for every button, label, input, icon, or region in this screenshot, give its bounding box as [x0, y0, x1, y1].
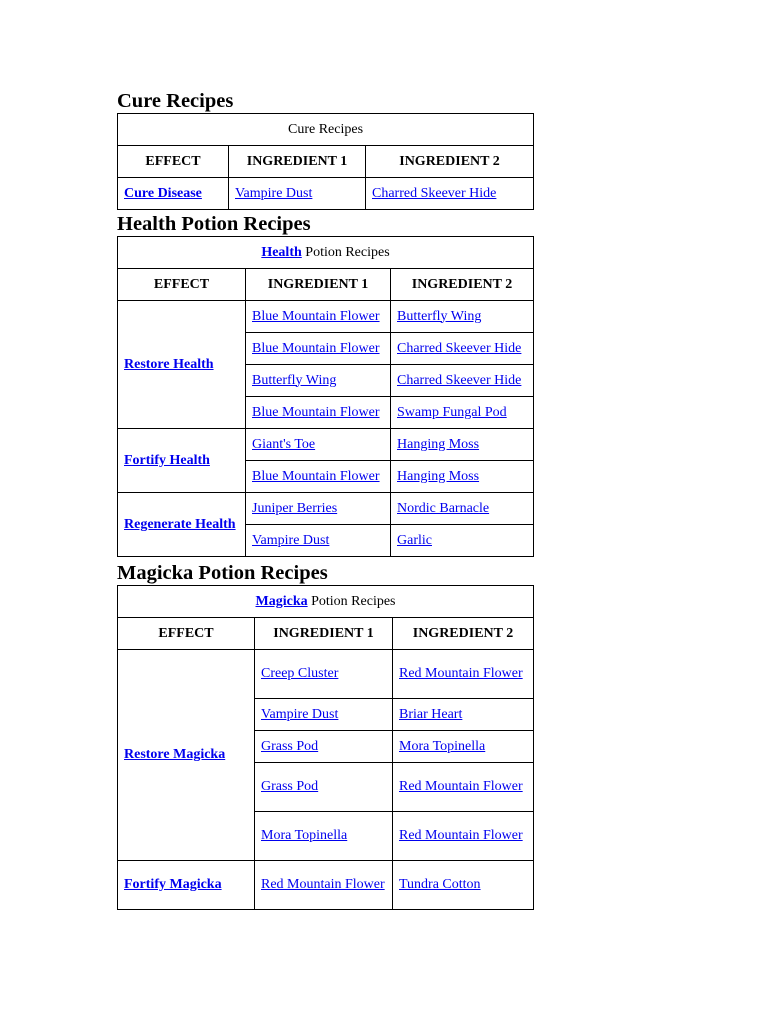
cure-table: [117, 113, 534, 210]
cure-section: [117, 89, 534, 210]
effect-link[interactable]: Restore Health: [124, 356, 214, 372]
magicka-table: [117, 585, 534, 910]
effect-link[interactable]: Fortify Health: [124, 452, 210, 468]
magicka-section: [117, 561, 534, 910]
effect-link[interactable]: Fortify Magicka: [124, 877, 222, 892]
ingredient-link[interactable]: Hanging Moss: [397, 468, 480, 484]
magicka-caption-link[interactable]: Magicka: [255, 593, 308, 609]
ingredient-link[interactable]: Red Mountain Flower: [399, 828, 523, 843]
header-ingredient-1: INGREDIENT 1: [229, 146, 366, 178]
ingredient-link[interactable]: Blue Mountain Flower: [252, 468, 380, 484]
effect-link[interactable]: Regenerate Health: [124, 516, 236, 532]
health-table: [117, 236, 534, 557]
ingredient-link[interactable]: Mora Topinella: [261, 828, 348, 843]
header-effect: EFFECT: [118, 618, 255, 650]
ingredient-link[interactable]: Blue Mountain Flower: [252, 340, 380, 356]
ingredient-link[interactable]: Swamp Fungal Pod: [397, 404, 507, 420]
health-section: [117, 212, 534, 557]
ingredient-link[interactable]: Giant's Toe: [252, 436, 316, 452]
header-ingredient-2: INGREDIENT 2: [393, 618, 534, 650]
ingredient-link[interactable]: Grass Pod: [261, 779, 319, 794]
ingredient-link[interactable]: Red Mountain Flower: [261, 877, 385, 892]
ingredient-link[interactable]: Butterfly Wing: [397, 308, 482, 324]
ingredient-link[interactable]: Red Mountain Flower: [399, 779, 523, 794]
ingredient-link[interactable]: Mora Topinella: [399, 738, 486, 754]
ingredient-link[interactable]: Red Mountain Flower: [399, 666, 523, 681]
ingredient-link[interactable]: Charred Skeever Hide: [397, 340, 522, 356]
ingredient-link[interactable]: Vampire Dust: [235, 185, 313, 201]
header-ingredient-1: INGREDIENT 1: [255, 618, 393, 650]
ingredient-link[interactable]: Nordic Barnacle: [397, 500, 490, 516]
ingredient-link[interactable]: Briar Heart: [399, 706, 463, 722]
ingredient-link[interactable]: Garlic: [397, 532, 432, 548]
health-caption-text: Potion Recipes: [301, 244, 390, 260]
ingredient-link[interactable]: Charred Skeever Hide: [397, 372, 522, 388]
ingredient-link[interactable]: Grass Pod: [261, 738, 319, 754]
header-effect: EFFECT: [118, 269, 246, 301]
ingredient-link[interactable]: Vampire Dust: [252, 532, 330, 548]
header-effect: EFFECT: [118, 146, 229, 178]
magicka-caption: [118, 586, 534, 618]
effect-link[interactable]: Cure Disease: [124, 185, 202, 201]
cure-heading: Cure Recipes: [117, 90, 234, 112]
health-caption-link[interactable]: Health: [261, 244, 302, 260]
ingredient-link[interactable]: Butterfly Wing: [252, 372, 337, 388]
health-heading: Health Potion Recipes: [117, 213, 311, 235]
ingredient-link[interactable]: Hanging Moss: [397, 436, 480, 452]
ingredient-link[interactable]: Blue Mountain Flower: [252, 308, 380, 324]
cure-caption: Cure Recipes: [118, 114, 534, 146]
ingredient-link[interactable]: Tundra Cotton: [399, 877, 481, 892]
header-ingredient-2: INGREDIENT 2: [391, 269, 534, 301]
health-caption: [118, 237, 534, 269]
ingredient-link[interactable]: Juniper Berries: [252, 500, 338, 516]
magicka-heading: Magicka Potion Recipes: [117, 562, 328, 584]
ingredient-link[interactable]: Vampire Dust: [261, 706, 339, 722]
magicka-caption-text: Potion Recipes: [307, 593, 396, 609]
ingredient-link[interactable]: Blue Mountain Flower: [252, 404, 380, 420]
ingredient-link[interactable]: Creep Cluster: [261, 666, 339, 681]
effect-link[interactable]: Restore Magicka: [124, 747, 226, 762]
header-ingredient-2: INGREDIENT 2: [366, 146, 534, 178]
ingredient-link[interactable]: Charred Skeever Hide: [372, 185, 497, 201]
header-ingredient-1: INGREDIENT 1: [246, 269, 391, 301]
